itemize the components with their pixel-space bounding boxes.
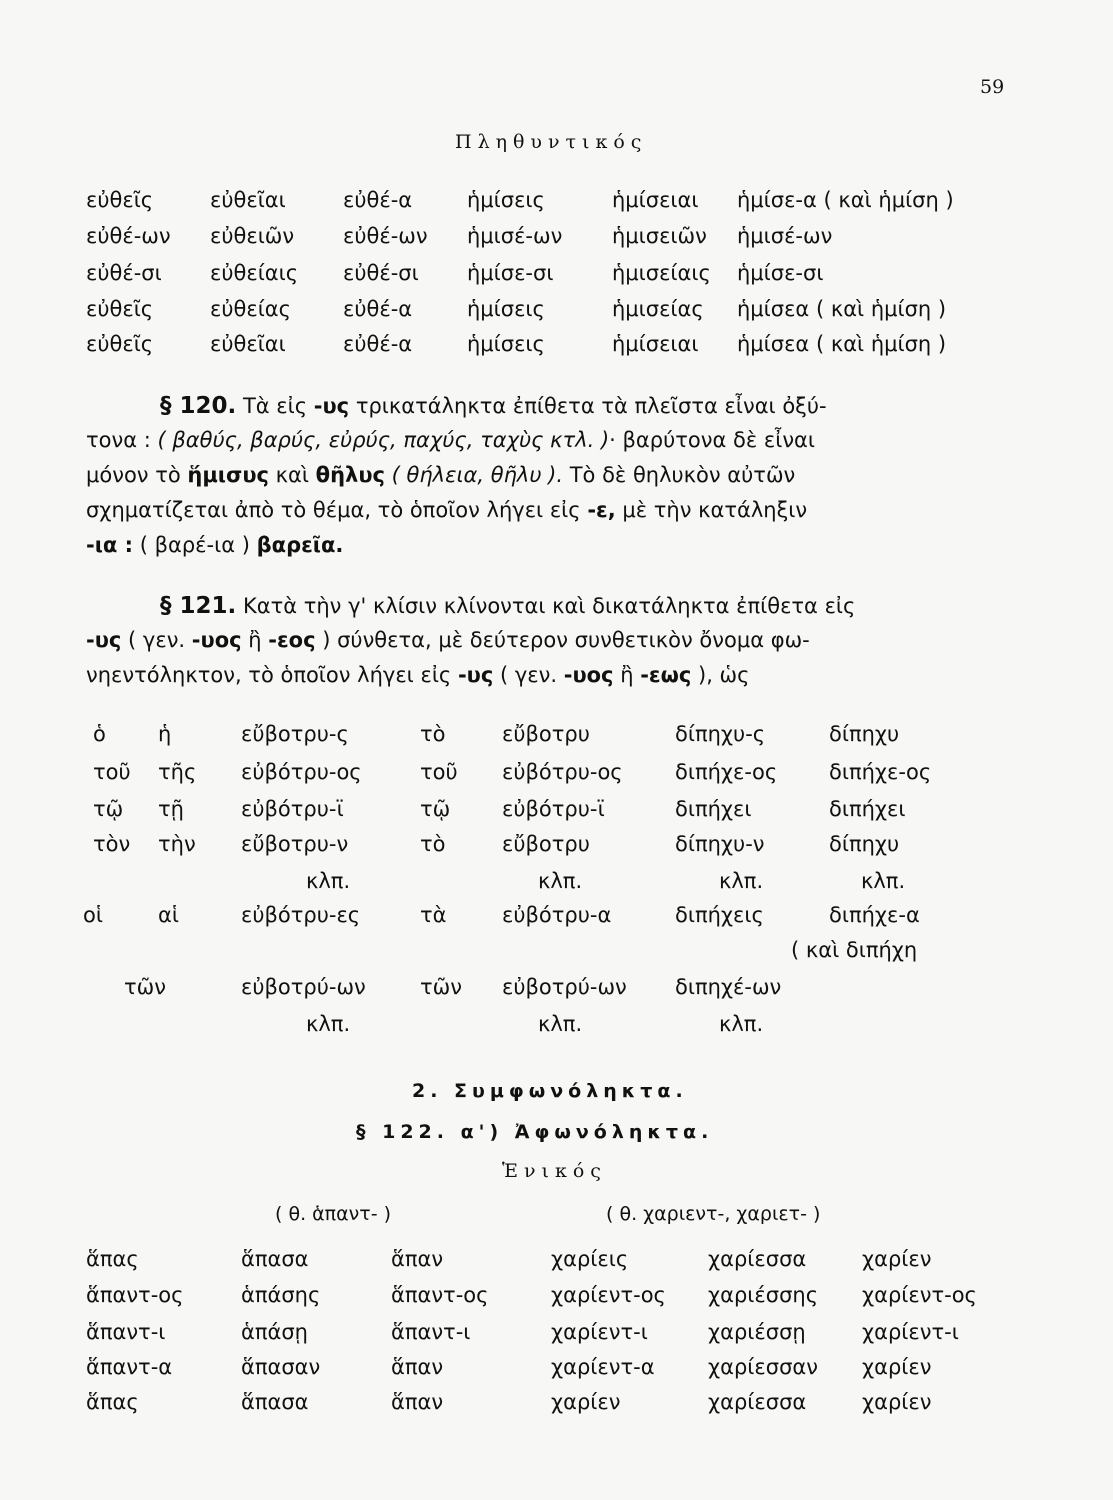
declension-cell: δίπηχυ — [829, 722, 900, 746]
declension-cell: χαρίεσσα — [708, 1247, 807, 1271]
declension-cell: χαρίεν — [862, 1247, 932, 1271]
declension-cell: διπήχει — [829, 797, 906, 821]
plural-note: ( καὶ διπήχη — [791, 938, 918, 962]
declension-cell: χαριέσσῃ — [708, 1320, 806, 1344]
declension-cell: τῇ — [158, 797, 184, 821]
declension-cell: τὸ — [420, 832, 446, 856]
declension-cell: τῆς — [158, 760, 197, 784]
declension-cell: τοῦ — [420, 760, 458, 784]
declension-cell: εὔβοτρυ — [502, 722, 590, 746]
plural-cell: ἡμισείας — [612, 297, 704, 321]
page-number: 59 — [980, 76, 1005, 98]
plural-heading: Πληθυντικός — [455, 131, 648, 153]
declension-cell: ἡ — [158, 722, 172, 746]
declension-cell: χαρίεντ-α — [551, 1355, 655, 1379]
plural-cell: ἡμισείαις — [612, 261, 711, 285]
plural-cell: ἡμίσε-σι — [737, 261, 824, 285]
declension-cell: ἅπαντ-ος — [391, 1283, 489, 1307]
section-120-line-1: § 120. Τὰ εἰς -υς τρικατάληκτα ἐπίθετα τὰ πλεῖστα εἶναι ὀξύ- — [160, 393, 827, 419]
plural-cell: εὐθέ-α — [343, 332, 413, 356]
plural-cell: ἡμίσεις — [467, 188, 545, 212]
declension-cell: εὐβότρυ-α — [502, 903, 612, 927]
plural-cell: ἡμισειῶν — [612, 224, 707, 248]
declension-cell: εὐβότρυ-ϊ — [502, 797, 605, 821]
declension-cell: ἅπασαν — [241, 1355, 321, 1379]
declension-cell: διπηχέ-ων — [675, 975, 782, 999]
declension-cell: ἁπάσης — [241, 1283, 321, 1307]
section-120-line-4: σχηματίζεται ἀπὸ τὸ θέμα, τὸ ὁποῖον λήγει εἰς -ε, μὲ τὴν κατάληξιν — [86, 498, 808, 522]
plural-cell: ἡμίσε-α ( καὶ ἡμίση ) — [737, 188, 954, 212]
declension-cell: ἅπαν — [391, 1355, 444, 1379]
declension-cell: διπήχε-ος — [675, 760, 778, 784]
etc-7: κλπ. — [719, 1012, 764, 1036]
declension-cell: οἱ — [83, 903, 103, 927]
declension-cell: τὸ — [420, 722, 446, 746]
section-120-line-5: -ια : ( βαρέ-ια ) βαρεῖα. — [86, 533, 344, 557]
declension-cell: ἅπαντ-ος — [86, 1283, 184, 1307]
etc-2: κλπ. — [538, 869, 583, 893]
declension-cell: χαριέσσης — [708, 1283, 819, 1307]
declension-cell: ἅπασα — [241, 1390, 309, 1414]
declension-cell: δίπηχυ-ν — [675, 832, 765, 856]
plural-cell: ἡμίσειαι — [612, 332, 699, 356]
declension-cell: χαρίεις — [551, 1247, 629, 1271]
section-120-line-3: μόνον τὸ ἥμισυς καὶ θῆλυς ( θήλεια, θῆλυ ). Τὸ δὲ θηλυκὸν αὐτῶν — [86, 463, 796, 487]
plural-cell: εὐθεῖαι — [210, 332, 286, 356]
plural-cell: εὐθέ-α — [343, 188, 413, 212]
heading-section-122: § 122. α') Ἀφωνόληκτα. — [356, 1121, 714, 1143]
plural-cell: εὐθεῖς — [86, 188, 154, 212]
declension-cell: δίπηχυ — [829, 832, 900, 856]
section-121-line-1: § 121. Κατὰ τὴν γ' κλίσιν κλίνονται καὶ δικατάληκτα ἐπίθετα εἰς — [160, 593, 856, 619]
declension-cell: τῷ — [420, 797, 451, 821]
declension-cell: τὴν — [158, 832, 196, 856]
declension-cell: ἅπασα — [241, 1247, 309, 1271]
plural-cell: ἡμισέ-ων — [737, 224, 833, 248]
heading-consonant-stems: 2. Συμφωνόληκτα. — [412, 1080, 688, 1102]
declension-cell: ὁ — [93, 722, 106, 746]
declension-cell: εὔβοτρυ — [502, 832, 590, 856]
plural-cell: εὐθέ-σι — [86, 261, 162, 285]
section-120-line-2: τονα : ( βαθύς, βαρύς, εὐρύς, παχύς, ταχὺς κτλ. )· βαρύτονα δὲ εἶναι — [86, 428, 815, 452]
stem-label-2: ( θ. χαριεντ-, χαριετ- ) — [606, 1203, 821, 1225]
declension-cell: ἅπαντ-ι — [86, 1320, 166, 1344]
declension-cell: διπήχεις — [675, 903, 764, 927]
section-number: § 120. — [160, 393, 237, 419]
declension-cell: διπήχε-α — [829, 903, 920, 927]
declension-cell: τὸν — [93, 832, 131, 856]
declension-cell: εὐβότρυ-ος — [502, 760, 623, 784]
plural-cell: ἡμίσεις — [467, 332, 545, 356]
section-number: § 121. — [160, 593, 237, 619]
declension-cell: διπήχει — [675, 797, 752, 821]
etc-4: κλπ. — [861, 869, 906, 893]
plural-cell: ἡμισέ-ων — [467, 224, 563, 248]
section-121-line-3: νηεντόληκτον, τὸ ὁποῖον λήγει εἰς -υς ( γεν. -υος ἢ -εως ), ὡς — [86, 663, 750, 687]
declension-cell: χαρίεν — [551, 1390, 621, 1414]
plural-cell: εὐθεῖαι — [210, 188, 286, 212]
declension-cell: ἅπαντ-ι — [391, 1320, 471, 1344]
etc-6: κλπ. — [538, 1012, 583, 1036]
declension-cell: ἅπαν — [391, 1247, 444, 1271]
etc-1: κλπ. — [306, 869, 351, 893]
etc-5: κλπ. — [306, 1012, 351, 1036]
declension-cell: τοῦ — [93, 760, 131, 784]
declension-cell: εὐβότρυ-ος — [241, 760, 362, 784]
plural-cell: εὐθειῶν — [210, 224, 295, 248]
declension-cell: ἅπαν — [391, 1390, 444, 1414]
declension-cell: χαρίεντ-ος — [551, 1283, 666, 1307]
declension-cell: χαρίεντ-ι — [551, 1320, 648, 1344]
plural-cell: εὐθείαις — [210, 261, 299, 285]
declension-cell: χαρίεντ-ος — [862, 1283, 977, 1307]
declension-cell: αἱ — [158, 903, 179, 927]
declension-cell: ἅπαντ-α — [86, 1355, 173, 1379]
declension-cell: ἅπας — [86, 1390, 139, 1414]
plural-cell: ἡμίσε-σι — [467, 261, 554, 285]
plural-cell: ἡμίσειαι — [612, 188, 699, 212]
declension-cell: εὔβοτρυ-ς — [241, 722, 349, 746]
declension-cell: τῶν — [124, 975, 166, 999]
declension-cell: τῶν — [420, 975, 462, 999]
etc-3: κλπ. — [719, 869, 764, 893]
plural-cell: εὐθείας — [210, 297, 291, 321]
declension-cell: χαρίεσσαν — [708, 1355, 818, 1379]
declension-cell: χαρίεν — [862, 1355, 932, 1379]
declension-cell: δίπηχυ-ς — [675, 722, 766, 746]
plural-cell: ἡμίσεις — [467, 297, 545, 321]
declension-cell: εὐβοτρύ-ων — [241, 975, 366, 999]
plural-cell: εὐθέ-ων — [86, 224, 171, 248]
declension-cell: εὐβότρυ-ες — [241, 903, 361, 927]
declension-cell: χαρίεντ-ι — [862, 1320, 959, 1344]
plural-cell: εὐθεῖς — [86, 297, 154, 321]
declension-cell: τῷ — [93, 797, 124, 821]
declension-cell: ἅπας — [86, 1247, 139, 1271]
declension-cell: εὐβοτρύ-ων — [502, 975, 627, 999]
plural-cell: εὐθεῖς — [86, 332, 154, 356]
plural-cell: ἡμίσεα ( καὶ ἡμίση ) — [737, 297, 947, 321]
declension-cell: τὰ — [420, 903, 447, 927]
stem-label-1: ( θ. ἁπαντ- ) — [275, 1203, 392, 1225]
section-121-line-2: -υς ( γεν. -υος ἢ -εος ) σύνθετα, μὲ δεύτερον συνθετικὸν ὄνομα φω- — [86, 628, 810, 652]
declension-cell: διπήχε-ος — [829, 760, 932, 784]
plural-cell: εὐθέ-α — [343, 297, 413, 321]
declension-cell: εὔβοτρυ-ν — [241, 832, 349, 856]
plural-cell: εὐθέ-ων — [343, 224, 428, 248]
declension-cell: ἁπάσῃ — [241, 1320, 308, 1344]
plural-cell: εὐθέ-σι — [343, 261, 419, 285]
plural-cell: ἡμίσεα ( καὶ ἡμίση ) — [737, 332, 947, 356]
singular-heading: Ἑνικός — [502, 1160, 607, 1182]
declension-cell: χαρίεν — [862, 1390, 932, 1414]
declension-cell: εὐβότρυ-ϊ — [241, 797, 344, 821]
declension-cell: χαρίεσσα — [708, 1390, 807, 1414]
